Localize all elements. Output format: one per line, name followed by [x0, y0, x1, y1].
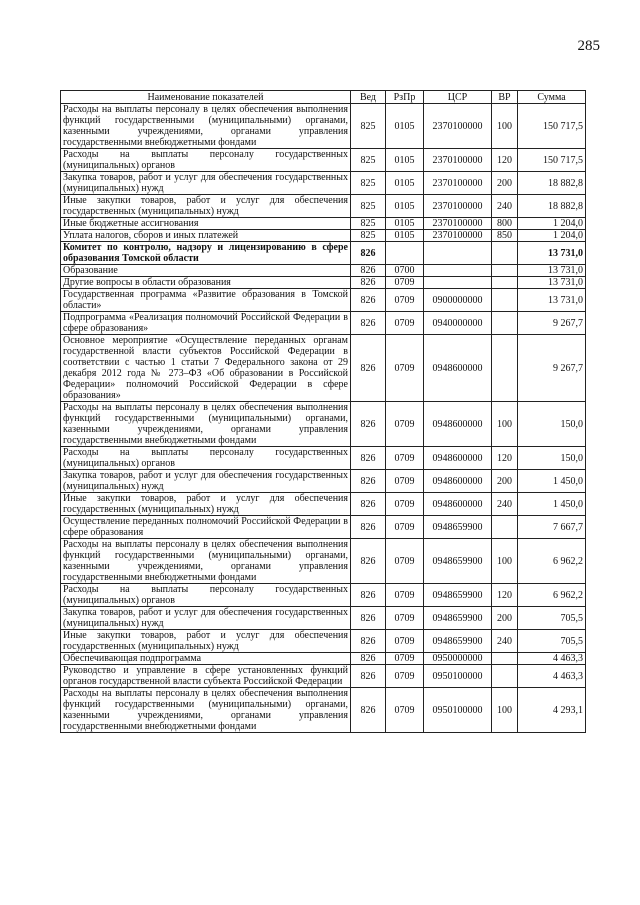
row-sum: 150 717,5: [518, 104, 586, 149]
row-sum: 4 293,1: [518, 688, 586, 733]
table-row: [61, 665, 586, 688]
row-sum: 9 267,7: [518, 312, 586, 335]
row-name: Образование: [61, 265, 351, 277]
row-vr: [492, 516, 518, 539]
row-ved: 825: [351, 172, 386, 195]
row-csr: 0948659900: [424, 607, 492, 630]
row-vr: 240: [492, 630, 518, 653]
row-csr: [424, 242, 492, 265]
table-row: [61, 688, 586, 733]
row-rzpr: 0709: [386, 289, 424, 312]
row-csr: 2370100000: [424, 195, 492, 218]
row-ved: 826: [351, 516, 386, 539]
row-sum: 13 731,0: [518, 277, 586, 289]
row-rzpr: 0709: [386, 470, 424, 493]
row-csr: 0900000000: [424, 289, 492, 312]
row-rzpr: 0709: [386, 630, 424, 653]
row-ved: 825: [351, 104, 386, 149]
table-row: [61, 516, 586, 539]
table-row: [61, 242, 586, 265]
row-ved: 825: [351, 230, 386, 242]
table-row: [61, 265, 586, 277]
row-name: Расходы на выплаты персоналу в целях обеспечения выполнения функций государственными (муниципальными) органами, казенными учреждениями, органами управления государственными внебюджетными фондами: [61, 104, 351, 149]
row-sum: 705,5: [518, 630, 586, 653]
table-row: [61, 149, 586, 172]
row-rzpr: 0709: [386, 447, 424, 470]
row-csr: 0948600000: [424, 470, 492, 493]
table-row: [61, 277, 586, 289]
row-sum: 4 463,3: [518, 665, 586, 688]
row-ved: 825: [351, 195, 386, 218]
table-row: [61, 630, 586, 653]
table-row: [61, 447, 586, 470]
budget-table: [60, 90, 586, 733]
row-name: Иные закупки товаров, работ и услуг для обеспечения государственных (муниципальных) нужд: [61, 195, 351, 218]
row-vr: 200: [492, 470, 518, 493]
row-name: Комитет по контролю, надзору и лицензированию в сфере образования Томской области: [61, 242, 351, 265]
row-ved: 826: [351, 447, 386, 470]
row-ved: 825: [351, 149, 386, 172]
row-ved: 826: [351, 584, 386, 607]
row-name: Руководство и управление в сфере установленных функций органов государственной власти субъекта Российской Федерации: [61, 665, 351, 688]
row-ved: 826: [351, 470, 386, 493]
row-vr: [492, 312, 518, 335]
table-row: [61, 493, 586, 516]
row-name: Иные закупки товаров, работ и услуг для обеспечения государственных (муниципальных) нужд: [61, 493, 351, 516]
row-sum: 9 267,7: [518, 335, 586, 402]
row-csr: 0940000000: [424, 312, 492, 335]
table-header-row: [61, 91, 586, 104]
row-name: Иные бюджетные ассигнования: [61, 218, 351, 230]
row-csr: 0948600000: [424, 335, 492, 402]
row-vr: 850: [492, 230, 518, 242]
row-rzpr: 0709: [386, 653, 424, 665]
row-csr: [424, 277, 492, 289]
table-row: [61, 539, 586, 584]
row-sum: 18 882,8: [518, 195, 586, 218]
table-row: [61, 653, 586, 665]
row-sum: 705,5: [518, 607, 586, 630]
row-vr: 100: [492, 104, 518, 149]
row-csr: 0948600000: [424, 447, 492, 470]
row-vr: 120: [492, 584, 518, 607]
row-rzpr: 0105: [386, 230, 424, 242]
table-row: [61, 335, 586, 402]
header-sum: Сумма: [518, 91, 586, 104]
row-csr: 0948659900: [424, 584, 492, 607]
row-sum: 1 450,0: [518, 493, 586, 516]
row-ved: 826: [351, 688, 386, 733]
row-csr: 2370100000: [424, 149, 492, 172]
row-ved: 826: [351, 335, 386, 402]
row-sum: 18 882,8: [518, 172, 586, 195]
row-rzpr: 0709: [386, 539, 424, 584]
row-rzpr: 0709: [386, 493, 424, 516]
row-csr: 2370100000: [424, 172, 492, 195]
row-name: Обеспечивающая подпрограмма: [61, 653, 351, 665]
row-rzpr: [386, 242, 424, 265]
row-csr: 0948600000: [424, 402, 492, 447]
row-ved: 826: [351, 539, 386, 584]
row-sum: 6 962,2: [518, 539, 586, 584]
row-ved: 826: [351, 265, 386, 277]
row-csr: 0950100000: [424, 688, 492, 733]
row-sum: 13 731,0: [518, 265, 586, 277]
row-ved: 826: [351, 402, 386, 447]
row-rzpr: 0105: [386, 172, 424, 195]
table-row: [61, 402, 586, 447]
table-row: [61, 195, 586, 218]
row-name: Уплата налогов, сборов и иных платежей: [61, 230, 351, 242]
row-sum: 7 667,7: [518, 516, 586, 539]
row-name: Расходы на выплаты персоналу государственных (муниципальных) органов: [61, 447, 351, 470]
row-csr: 0948600000: [424, 493, 492, 516]
header-name: Наименование показателей: [61, 91, 351, 104]
row-name: Основное мероприятие «Осуществление переданных органам государственной власти субъектов Российской Федерации в соответствии с частью 1 статьи 7 Федерального закона от 29 декабря 2012 года № 273–ФЗ «Об образовании в Российской Федерации» полномочий Российской Федерации в сфере образования»: [61, 335, 351, 402]
table-row: [61, 607, 586, 630]
row-name: Расходы на выплаты персоналу в целях обеспечения выполнения функций государственными (муниципальными) органами, казенными учреждениями, органами управления государственными внебюджетными фондами: [61, 402, 351, 447]
row-rzpr: 0105: [386, 195, 424, 218]
row-rzpr: 0700: [386, 265, 424, 277]
row-name: Государственная программа «Развитие образования в Томской области»: [61, 289, 351, 312]
row-name: Расходы на выплаты персоналу в целях обеспечения выполнения функций государственными (муниципальными) органами, казенными учреждениями, органами управления государственными внебюджетными фондами: [61, 539, 351, 584]
row-csr: [424, 265, 492, 277]
header-ved: Вед: [351, 91, 386, 104]
row-csr: 0948659900: [424, 630, 492, 653]
row-ved: 826: [351, 653, 386, 665]
row-ved: 826: [351, 630, 386, 653]
row-vr: [492, 653, 518, 665]
row-vr: [492, 289, 518, 312]
row-rzpr: 0709: [386, 277, 424, 289]
row-vr: [492, 665, 518, 688]
row-name: Иные закупки товаров, работ и услуг для обеспечения государственных (муниципальных) нужд: [61, 630, 351, 653]
row-vr: 200: [492, 607, 518, 630]
row-vr: 100: [492, 688, 518, 733]
row-ved: 826: [351, 289, 386, 312]
row-csr: 2370100000: [424, 230, 492, 242]
row-vr: [492, 265, 518, 277]
row-csr: 0950000000: [424, 653, 492, 665]
row-name: Расходы на выплаты персоналу государственных (муниципальных) органов: [61, 149, 351, 172]
row-ved: 826: [351, 242, 386, 265]
row-vr: [492, 242, 518, 265]
row-rzpr: 0709: [386, 607, 424, 630]
row-ved: 826: [351, 493, 386, 516]
row-rzpr: 0709: [386, 688, 424, 733]
row-csr: 2370100000: [424, 218, 492, 230]
row-name: Закупка товаров, работ и услуг для обеспечения государственных (муниципальных) нужд: [61, 172, 351, 195]
table-row: [61, 584, 586, 607]
header-rzpr: РзПр: [386, 91, 424, 104]
row-sum: 6 962,2: [518, 584, 586, 607]
table-body: [61, 104, 586, 733]
table-row: [61, 289, 586, 312]
row-vr: 800: [492, 218, 518, 230]
row-ved: 826: [351, 277, 386, 289]
table-row: [61, 218, 586, 230]
header-csr: ЦСР: [424, 91, 492, 104]
table-row: [61, 230, 586, 242]
row-rzpr: 0709: [386, 516, 424, 539]
page-number: 285: [577, 38, 600, 54]
row-rzpr: 0105: [386, 218, 424, 230]
row-sum: 1 450,0: [518, 470, 586, 493]
row-ved: 825: [351, 218, 386, 230]
header-vr: ВР: [492, 91, 518, 104]
row-sum: 13 731,0: [518, 289, 586, 312]
table-row: [61, 312, 586, 335]
row-sum: 1 204,0: [518, 218, 586, 230]
row-csr: 0948659900: [424, 516, 492, 539]
row-rzpr: 0105: [386, 104, 424, 149]
row-sum: 4 463,3: [518, 653, 586, 665]
table-row: [61, 470, 586, 493]
row-sum: 150,0: [518, 447, 586, 470]
row-csr: 0950100000: [424, 665, 492, 688]
row-name: Другие вопросы в области образования: [61, 277, 351, 289]
row-ved: 826: [351, 312, 386, 335]
row-vr: 120: [492, 149, 518, 172]
row-name: Подпрограмма «Реализация полномочий Российской Федерации в сфере образования»: [61, 312, 351, 335]
row-vr: 100: [492, 402, 518, 447]
row-rzpr: 0709: [386, 584, 424, 607]
row-csr: 2370100000: [424, 104, 492, 149]
table-row: [61, 172, 586, 195]
row-rzpr: 0709: [386, 335, 424, 402]
row-vr: 240: [492, 195, 518, 218]
row-sum: 1 204,0: [518, 230, 586, 242]
row-rzpr: 0709: [386, 665, 424, 688]
row-rzpr: 0105: [386, 149, 424, 172]
row-vr: 120: [492, 447, 518, 470]
row-vr: 100: [492, 539, 518, 584]
row-sum: 150 717,5: [518, 149, 586, 172]
table-row: [61, 104, 586, 149]
row-sum: 13 731,0: [518, 242, 586, 265]
row-vr: [492, 335, 518, 402]
row-rzpr: 0709: [386, 312, 424, 335]
row-rzpr: 0709: [386, 402, 424, 447]
row-ved: 826: [351, 665, 386, 688]
row-name: Осуществление переданных полномочий Российской Федерации в сфере образования: [61, 516, 351, 539]
row-csr: 0948659900: [424, 539, 492, 584]
row-name: Закупка товаров, работ и услуг для обеспечения государственных (муниципальных) нужд: [61, 470, 351, 493]
row-name: Закупка товаров, работ и услуг для обеспечения государственных (муниципальных) нужд: [61, 607, 351, 630]
row-vr: [492, 277, 518, 289]
row-name: Расходы на выплаты персоналу в целях обеспечения выполнения функций государственными (муниципальными) органами, казенными учреждениями, органами управления государственными внебюджетными фондами: [61, 688, 351, 733]
row-vr: 200: [492, 172, 518, 195]
row-sum: 150,0: [518, 402, 586, 447]
row-vr: 240: [492, 493, 518, 516]
row-name: Расходы на выплаты персоналу государственных (муниципальных) органов: [61, 584, 351, 607]
row-ved: 826: [351, 607, 386, 630]
